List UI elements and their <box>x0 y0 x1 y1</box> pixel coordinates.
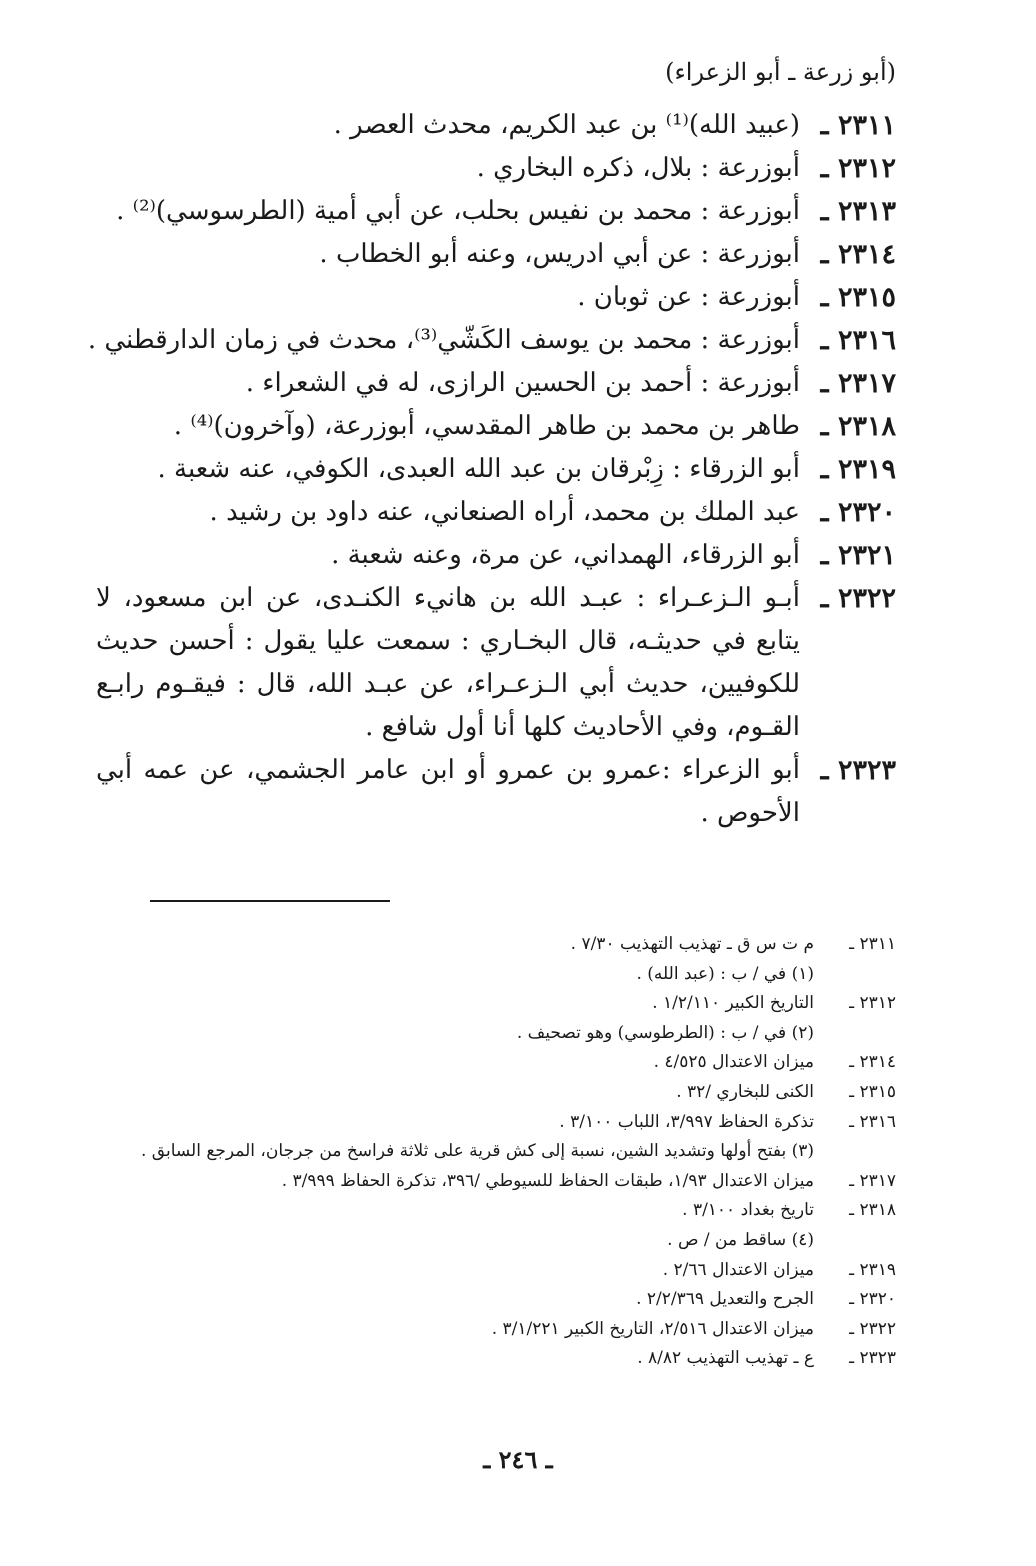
footnote-row <box>136 960 896 990</box>
footnote-row <box>136 1167 896 1197</box>
footnote-entry-number: ٢٣١٨ ـ <box>849 1200 896 1221</box>
entry-text: أبوزرعة : عن ثوبان . <box>577 282 800 312</box>
footnote-entry-number: ٢٣١٢ ـ <box>849 993 896 1014</box>
footnote-text: تاريخ بغداد ٣/١٠٠ . <box>682 1200 814 1221</box>
running-header: (أبو زرعة ـ أبو الزعراء) <box>665 58 896 86</box>
footnote-row <box>136 1226 896 1256</box>
footnote-text: م ت س ق ـ تهذيب التهذيب ٧/٣٠ . <box>570 934 814 954</box>
entry-2311 <box>96 104 896 147</box>
entry-number: ٢٣١٢ ـ <box>820 153 896 184</box>
footnote-entry-number: ٢٣١٤ ـ <box>849 1052 896 1073</box>
entry-text: أبو الزرقاء : زِبْرقان بن عبد الله العبدى، الكوفي، عنه شعبة . <box>157 454 800 484</box>
entry-2318 <box>96 405 896 448</box>
entry-number: ٢٣١٣ ـ <box>820 196 896 227</box>
entry-number: ٢٣٢٣ ـ <box>820 755 896 786</box>
entry-2321 <box>96 534 896 577</box>
footnote-entry-number: ٢٣١٩ ـ <box>849 1259 896 1280</box>
entry-number: ٢٣٢١ ـ <box>820 540 896 571</box>
footnote-row <box>136 1019 896 1049</box>
entry-2317 <box>96 362 896 405</box>
entry-text: عبد الملك بن محمد، أراه الصنعاني، عنه داود بن رشيد . <box>209 497 800 527</box>
entry-number: ٢٣١٨ ـ <box>820 411 896 442</box>
footnote-row <box>136 1078 896 1108</box>
entry-text: أبو الزرقاء، الهمداني، عن مرة، وعنه شعبة . <box>331 540 800 570</box>
footnote-text: ع ـ تهذيب التهذيب ٨/٨٢ . <box>637 1348 814 1369</box>
entry-2320 <box>96 491 896 534</box>
footnote-entry-number: ٢٣٢٢ ـ <box>849 1318 896 1339</box>
entry-2312 <box>96 147 896 190</box>
footnotes-list <box>136 930 896 1374</box>
entry-text: طاهر بن محمد بن طاهر المقدسي، أبوزرعة، (وآخرون)⁽⁴⁾ . <box>173 411 800 441</box>
footnote-row <box>136 1196 896 1226</box>
entry-number: ٢٣٢٢ ـ <box>820 583 896 614</box>
entry-2314 <box>96 233 896 276</box>
entry-text: (عبيد الله)⁽¹⁾ بن عبد الكريم، محدث العصر . <box>333 110 800 140</box>
footnote-row <box>136 1285 896 1315</box>
footnote-text: (٤) ساقط من / ص . <box>667 1229 814 1250</box>
entry-text: أبوزرعة : أحمد بن الحسين الرازى، له في الشعراء . <box>245 368 800 398</box>
footnote-text: ميزان الاعتدال ١/٩٣، طبقات الحفاظ للسيوطي /٣٩٦، تذكرة الحفاظ ٣/٩٩٩ . <box>281 1170 814 1191</box>
entry-number: ٢٣١٦ ـ <box>820 325 896 356</box>
footnote-separator <box>150 900 390 902</box>
footnote-row <box>136 1256 896 1286</box>
entries-list <box>87 104 896 835</box>
footnote-row <box>136 1137 896 1167</box>
footnote-entry-number: ٢٣١٧ ـ <box>849 1170 896 1191</box>
entry-2316 <box>87 319 896 362</box>
footnote-row <box>136 989 896 1019</box>
entry-number: ٢٣١٤ ـ <box>820 239 896 270</box>
footnote-entry-number: ٢٣١٥ ـ <box>849 1081 896 1102</box>
footnote-text: ميزان الاعتدال ٢/٦٦ . <box>662 1259 814 1280</box>
entry-text: أبوزرعة : محمد بن يوسف الكَشّي⁽³⁾، محدث في زمان الدارقطني . <box>87 325 800 355</box>
page-number: ـ ٢٤٦ ـ <box>483 1445 553 1474</box>
footnote-row <box>136 1344 896 1374</box>
footnote-text: التاريخ الكبير ١/٢/١١٠ . <box>652 993 814 1014</box>
footnote-text: (٢) في / ب : (الطرطوسي) وهو تصحيف . <box>516 1022 814 1043</box>
footnote-text: الكنى للبخاري /٣٢ . <box>676 1081 814 1102</box>
footnote-entry-number: ٢٣١١ ـ <box>849 934 896 954</box>
entry-number: ٢٣٢٠ ـ <box>820 497 896 528</box>
footnote-row <box>136 1108 896 1138</box>
entry-text: أبوزرعة : بلال، ذكره البخاري . <box>476 153 800 183</box>
entry-2322 <box>96 577 896 749</box>
footnote-text: (١) في / ب : (عبد الله) . <box>636 963 814 984</box>
footnote-entry-number: ٢٣١٦ ـ <box>849 1111 896 1132</box>
entry-number: ٢٣١٥ ـ <box>820 282 896 313</box>
entry-2313 <box>96 190 896 233</box>
footnote-text: ميزان الاعتدال ٢/٥١٦، التاريخ الكبير ٣/١/٢٢١ . <box>491 1318 814 1339</box>
entry-2319 <box>96 448 896 491</box>
entry-text: أبوزرعة : عن أبي ادريس، وعنه أبو الخطاب . <box>319 239 800 269</box>
footnote-row <box>136 1315 896 1345</box>
entry-2315 <box>96 276 896 319</box>
entry-number: ٢٣١١ ـ <box>820 110 896 141</box>
entry-2323 <box>96 749 896 835</box>
entry-number: ٢٣١٩ ـ <box>820 454 896 485</box>
footnote-text: تذكرة الحفاظ ٣/٩٩٧، اللباب ٣/١٠٠ . <box>559 1111 814 1132</box>
footnote-text: ميزان الاعتدال ٤/٥٢٥ . <box>653 1052 814 1073</box>
entry-number: ٢٣١٧ ـ <box>820 368 896 399</box>
entry-text: أبو الزعراء :عمرو بن عمرو أو ابن عامر الجشمي، عن عمه أبي الأحوص . <box>96 755 800 828</box>
entry-text: أبوزرعة : محمد بن نفيس بحلب، عن أبي أمية (الطرسوسي)⁽²⁾ . <box>116 196 800 226</box>
footnote-entry-number: ٢٣٢٣ ـ <box>849 1348 896 1369</box>
footnote-row <box>136 1048 896 1078</box>
footnote-text: الجرح والتعديل ٢/٢/٣٦٩ . <box>636 1289 814 1310</box>
footnote-text: (٣) بفتح أولها وتشديد الشين، نسبة إلى كش قرية على ثلاثة فراسخ من جرجان، المرجع السابق . <box>140 1141 814 1162</box>
footnote-row <box>136 930 896 960</box>
entry-text: أبـو الـزعـراء : عبـد الله بن هانيء الكنـدى، عن ابن مسعود، لا يتابع في حديثـه، قال البخـاري : سمعت عليا يقول : أحسن حديث للكوفيين، حديث أبي الـزعـراء، عن عبـد الله، قال : فيقـوم رابـع القـوم، وفي الأحاديث كلها أنا أول شافع . <box>96 583 800 742</box>
footnote-entry-number: ٢٣٢٠ ـ <box>849 1289 896 1310</box>
